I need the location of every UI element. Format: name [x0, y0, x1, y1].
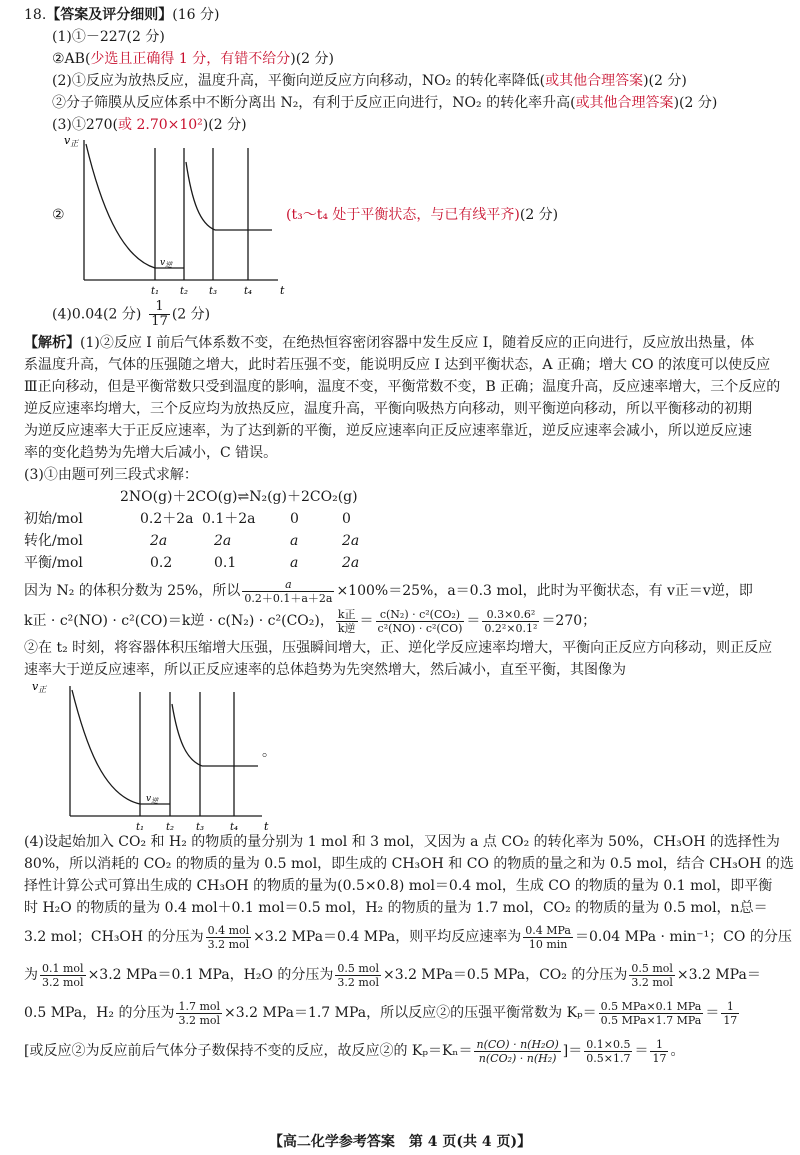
v-forward-curve-2	[186, 162, 215, 230]
analysis-p1-l6: 率的变化趋势为先增大后减小，C 错误。	[24, 445, 278, 461]
tick-t4: t₄	[230, 822, 239, 833]
total-score: (16 分)	[172, 7, 220, 23]
answer-3-1: (3)①270(或 2.70×10²)(2 分)	[52, 117, 247, 133]
tick-t2: t₂	[166, 822, 175, 833]
row-change-label: 转化/mol	[24, 533, 83, 549]
n2-fraction-line: 因为 N₂ 的体积分数为 25%，所以 $\frac{a}{0.2+0.1+a+2a}$ ×100%＝25%，a＝0.3 mol，此时为平衡状态，有 v正＝v逆，即	[24, 577, 753, 605]
analysis-p3-2-l1: ②在 t₂ 时刻，将容器体积压缩增大压强，压强瞬间增大，正、逆化学反应速率均增大，平衡向正反应方向移动，则正反应	[24, 640, 773, 656]
fraction: $\frac{\text{1.7 mol}}{\text{3.2 mol}}$	[178, 999, 221, 1027]
fraction: $\frac{0.1\times 0.5}{0.5\times 1.7}$	[586, 1037, 631, 1065]
fraction: $\frac{\text{c(N₂) · c²(CO₂)}}{\text{c²(NO) · c²(CO)}}$	[377, 607, 463, 635]
reaction-equation: 2NO(g)＋2CO(g)⇌N₂(g)＋2CO₂(g)	[120, 489, 358, 505]
answer-heading: 【答案及评分细则】	[46, 7, 173, 23]
v-forward-curve-1	[86, 144, 155, 268]
answer-4: (4)0.04(2 分) $\frac{1}{17}$ (2 分)	[52, 299, 211, 329]
fraction: $\frac{1}{17}$	[723, 999, 738, 1027]
y-axis-label: v正	[64, 134, 79, 148]
rate-chart-1	[60, 132, 300, 302]
analysis-p3-title: (3)①由题可列三段式求解：	[24, 467, 198, 483]
fraction: $\frac{\text{0.5 MPa×0.1 MPa}}{\text{0.5 MPa×1.7 MPa}}$	[600, 999, 702, 1027]
tick-t3: t₃	[209, 286, 218, 297]
answer-1-1: (1)①－227(2 分)	[52, 29, 165, 45]
analysis-p4-l7: 0.5 MPa，H₂ 的分压为 $\frac{\text{1.7 mol}}{\text{3.2 mol}}$ ×3.2 MPa＝1.7 MPa，所以反应②的压强平衡常数为 Kₚ＝ $\frac{\text{0.5 MPa×0.1 MPa}}{\text{0.5 MPa×1.7 MPa}}$ ＝ $\frac{1}{17}$	[24, 999, 738, 1027]
ice-table: 初始/mol 0.2＋2a 0.1＋2a 0 0 转化/mol 2a 2a a 2a 平衡/mol 0.2 0.1 a 2a	[24, 511, 360, 571]
fraction: $\frac{\text{n(CO) · n(H₂O)}}{\text{n(CO₂) · n(H₂)}}$	[476, 1037, 559, 1065]
tick-t2: t₂	[180, 286, 189, 297]
fraction: $\frac{\text{0.3×0.6²}}{\text{0.2²×0.1²}}$	[484, 607, 538, 635]
analysis-p3-2-l2: 速率大于逆反应速率，所以正反应速率的总体趋势为先突然增大，然后减小，直至平衡，其图像为	[24, 662, 626, 678]
grading-note: 或其他合理答案	[545, 73, 644, 89]
row-equilibrium-label: 平衡/mol	[24, 555, 83, 571]
analysis-p1-l2: 系温度升高，气体的压强随之增大，此时若压强不变，能说明反应 I 达到平衡状态，A 正确；增大 CO 的浓度可以使反应	[24, 357, 771, 373]
x-axis-label: t	[264, 820, 269, 833]
question-heading	[24, 5, 219, 25]
fraction: $\frac{\text{0.4 mol}}{\text{3.2 mol}}$	[207, 923, 250, 951]
fraction: $\frac{\text{0.4 MPa}}{10 \min}$	[525, 923, 571, 951]
y-axis-label: v正	[32, 680, 47, 694]
analysis-p4-l5: 3.2 mol；CH₃OH 的分压为 $\frac{\text{0.4 mol}}{\text{3.2 mol}}$ ×3.2 MPa＝0.4 MPa，则平均反应速率为 $\frac{\text{0.4 MPa}}{10 \min}$ ＝0.04 MPa · min⁻¹；CO 的分压	[24, 923, 792, 951]
page-footer: 【高二化学参考答案 第 4 页(共 4 页)】	[268, 1134, 532, 1150]
analysis-p4-l6: 为 $\frac{\text{0.1 mol}}{\text{3.2 mol}}$ ×3.2 MPa＝0.1 MPa，H₂O 的分压为 $\frac{\text{0.5 mol}}{\text{3.2 mol}}$ ×3.2 MPa＝0.5 MPa，CO₂ 的分压为 $\frac{\text{0.5 mol}}{\text{3.2 mol}}$ ×3.2 MPa＝	[24, 961, 761, 989]
answer-3-2-label: ②	[52, 207, 65, 223]
fraction: $\frac{\text{0.1 mol}}{\text{3.2 mol}}$	[42, 961, 84, 989]
question-number: 18.	[24, 7, 47, 23]
analysis-p4-l4: 时 H₂O 的物质的量为 0.4 mol＋0.1 mol＝0.5 mol，H₂ 的物质的量为 1.7 mol，CO₂ 的物质的量为 0.5 mol，n总＝	[24, 900, 768, 916]
row-initial-label: 初始/mol	[24, 511, 83, 527]
v-forward-curve-2	[172, 704, 202, 766]
analysis-p1-l4: 逆反应速率均增大，三个反应均为放热反应，温度升高，平衡向吸热方向移动，则平衡逆向移动，所以平衡移动的初期	[24, 401, 752, 417]
answer-2-2: ②分子筛膜从反应体系中不断分离出 N₂，有利于反应正向进行，NO₂ 的转化率升高(或其他合理答案)(2 分)	[52, 95, 718, 111]
analysis-p1-l3: Ⅲ正向移动，但是平衡常数只受到温度的影响，温度不变，平衡常数不变，B 正确；温度升高，反应速率增大，三个反应的	[24, 379, 781, 395]
v-reverse-label: $v_逆$	[160, 258, 173, 269]
analysis-p4-l3: 择性计算公式可算出生成的 CH₃OH 的物质的量为(0.5×0.8) mol＝0.4 mol，生成 CO 的物质的量为 0.1 mol，即平衡	[24, 878, 773, 894]
rate-chart-2	[30, 676, 290, 836]
v-forward-curve-1	[72, 690, 140, 804]
grading-note: 或 2.70×10²	[118, 117, 203, 133]
analysis-p4-l2: 80%，所以消耗的 CO₂ 的物质的量为 0.5 mol，即生成的 CH₃OH 和 CO 的物质的量之和为 0.5 mol，结合 CH₃OH 的选	[24, 856, 794, 872]
answer-1-2: ②AB(少选且正确得 1 分，有错不给分)(2 分)	[52, 51, 334, 67]
fraction: $\frac{\text{0.5 mol}}{\text{3.2 mol}}$	[631, 961, 673, 989]
analysis-p4-l1: (4)设起始加入 CO₂ 和 H₂ 的物质的量分别为 1 mol 和 3 mol，又因为 a 点 CO₂ 的转化率为 50%，CH₃OH 的选择性为	[24, 834, 780, 850]
analysis-p1-l5: 为逆反应速率大于正反应速率，为了达到新的平衡，逆反应速率向正反应速率靠近，逆反应速率会减小，所以逆反应速	[24, 423, 752, 439]
analysis-p1-l1: 【解析】(1)②反应 I 前后气体系数不变，在绝热恒容密闭容器中发生反应 I，随着反应的正向进行，反应放出热量，体	[24, 335, 755, 351]
tick-t3: t₃	[196, 822, 205, 833]
fraction: $\frac{a}{0.2+0.1+a+2a}$	[244, 577, 333, 605]
answer-3-2-note: (t₃～t₄ 处于平衡状态，与已有线平齐)(2 分)	[286, 207, 559, 223]
answer-2-1: (2)①反应为放热反应，温度升高，平衡向逆反应方向移动，NO₂ 的转化率降低(或其他合理答案)(2 分)	[52, 73, 687, 89]
tick-t1: t₁	[136, 822, 145, 833]
tick-t1: t₁	[151, 286, 160, 297]
k-ratio-line: k正 · c²(NO) · c²(CO)＝k逆 · c(N₂) · c²(CO₂)， $\frac{\text{k正}}{\text{k逆}}$ ＝ $\frac{\text{c(N₂) · c²(CO₂)}}{\text{c²(NO) · c²(CO)}}$ ＝ $\frac{\text{0.3×0.6²}}{\text{0.2²×0.1²}}$ ＝270；	[24, 607, 597, 635]
v-reverse-label: $v_逆$	[146, 794, 159, 805]
x-axis-label: t	[280, 284, 285, 297]
fraction: $\frac{\text{0.5 mol}}{\text{3.2 mol}}$	[337, 961, 379, 989]
fraction: $\frac{1}{17}$	[652, 1037, 667, 1065]
fraction: $\frac{1}{17}$	[151, 299, 168, 329]
fraction: $\frac{\text{k正}}{\text{k逆}}$	[337, 607, 356, 635]
tick-t4: t₄	[244, 286, 253, 297]
chart-2-period: 。	[262, 744, 276, 760]
grading-note: 或其他合理答案	[575, 95, 674, 111]
grading-note: 少选且正确得 1 分，有错不给分	[90, 51, 291, 67]
analysis-p4-l8: [或反应②为反应前后气体分子数保持不变的反应，故反应②的 Kₚ＝Kₙ＝ $\frac{\text{n(CO) · n(H₂O)}}{\text{n(CO₂) · n(H₂)}}$ ]＝ $\frac{0.1\times 0.5}{0.5\times 1.7}$ ＝ $\frac{1}{17}$ 。	[24, 1037, 685, 1065]
